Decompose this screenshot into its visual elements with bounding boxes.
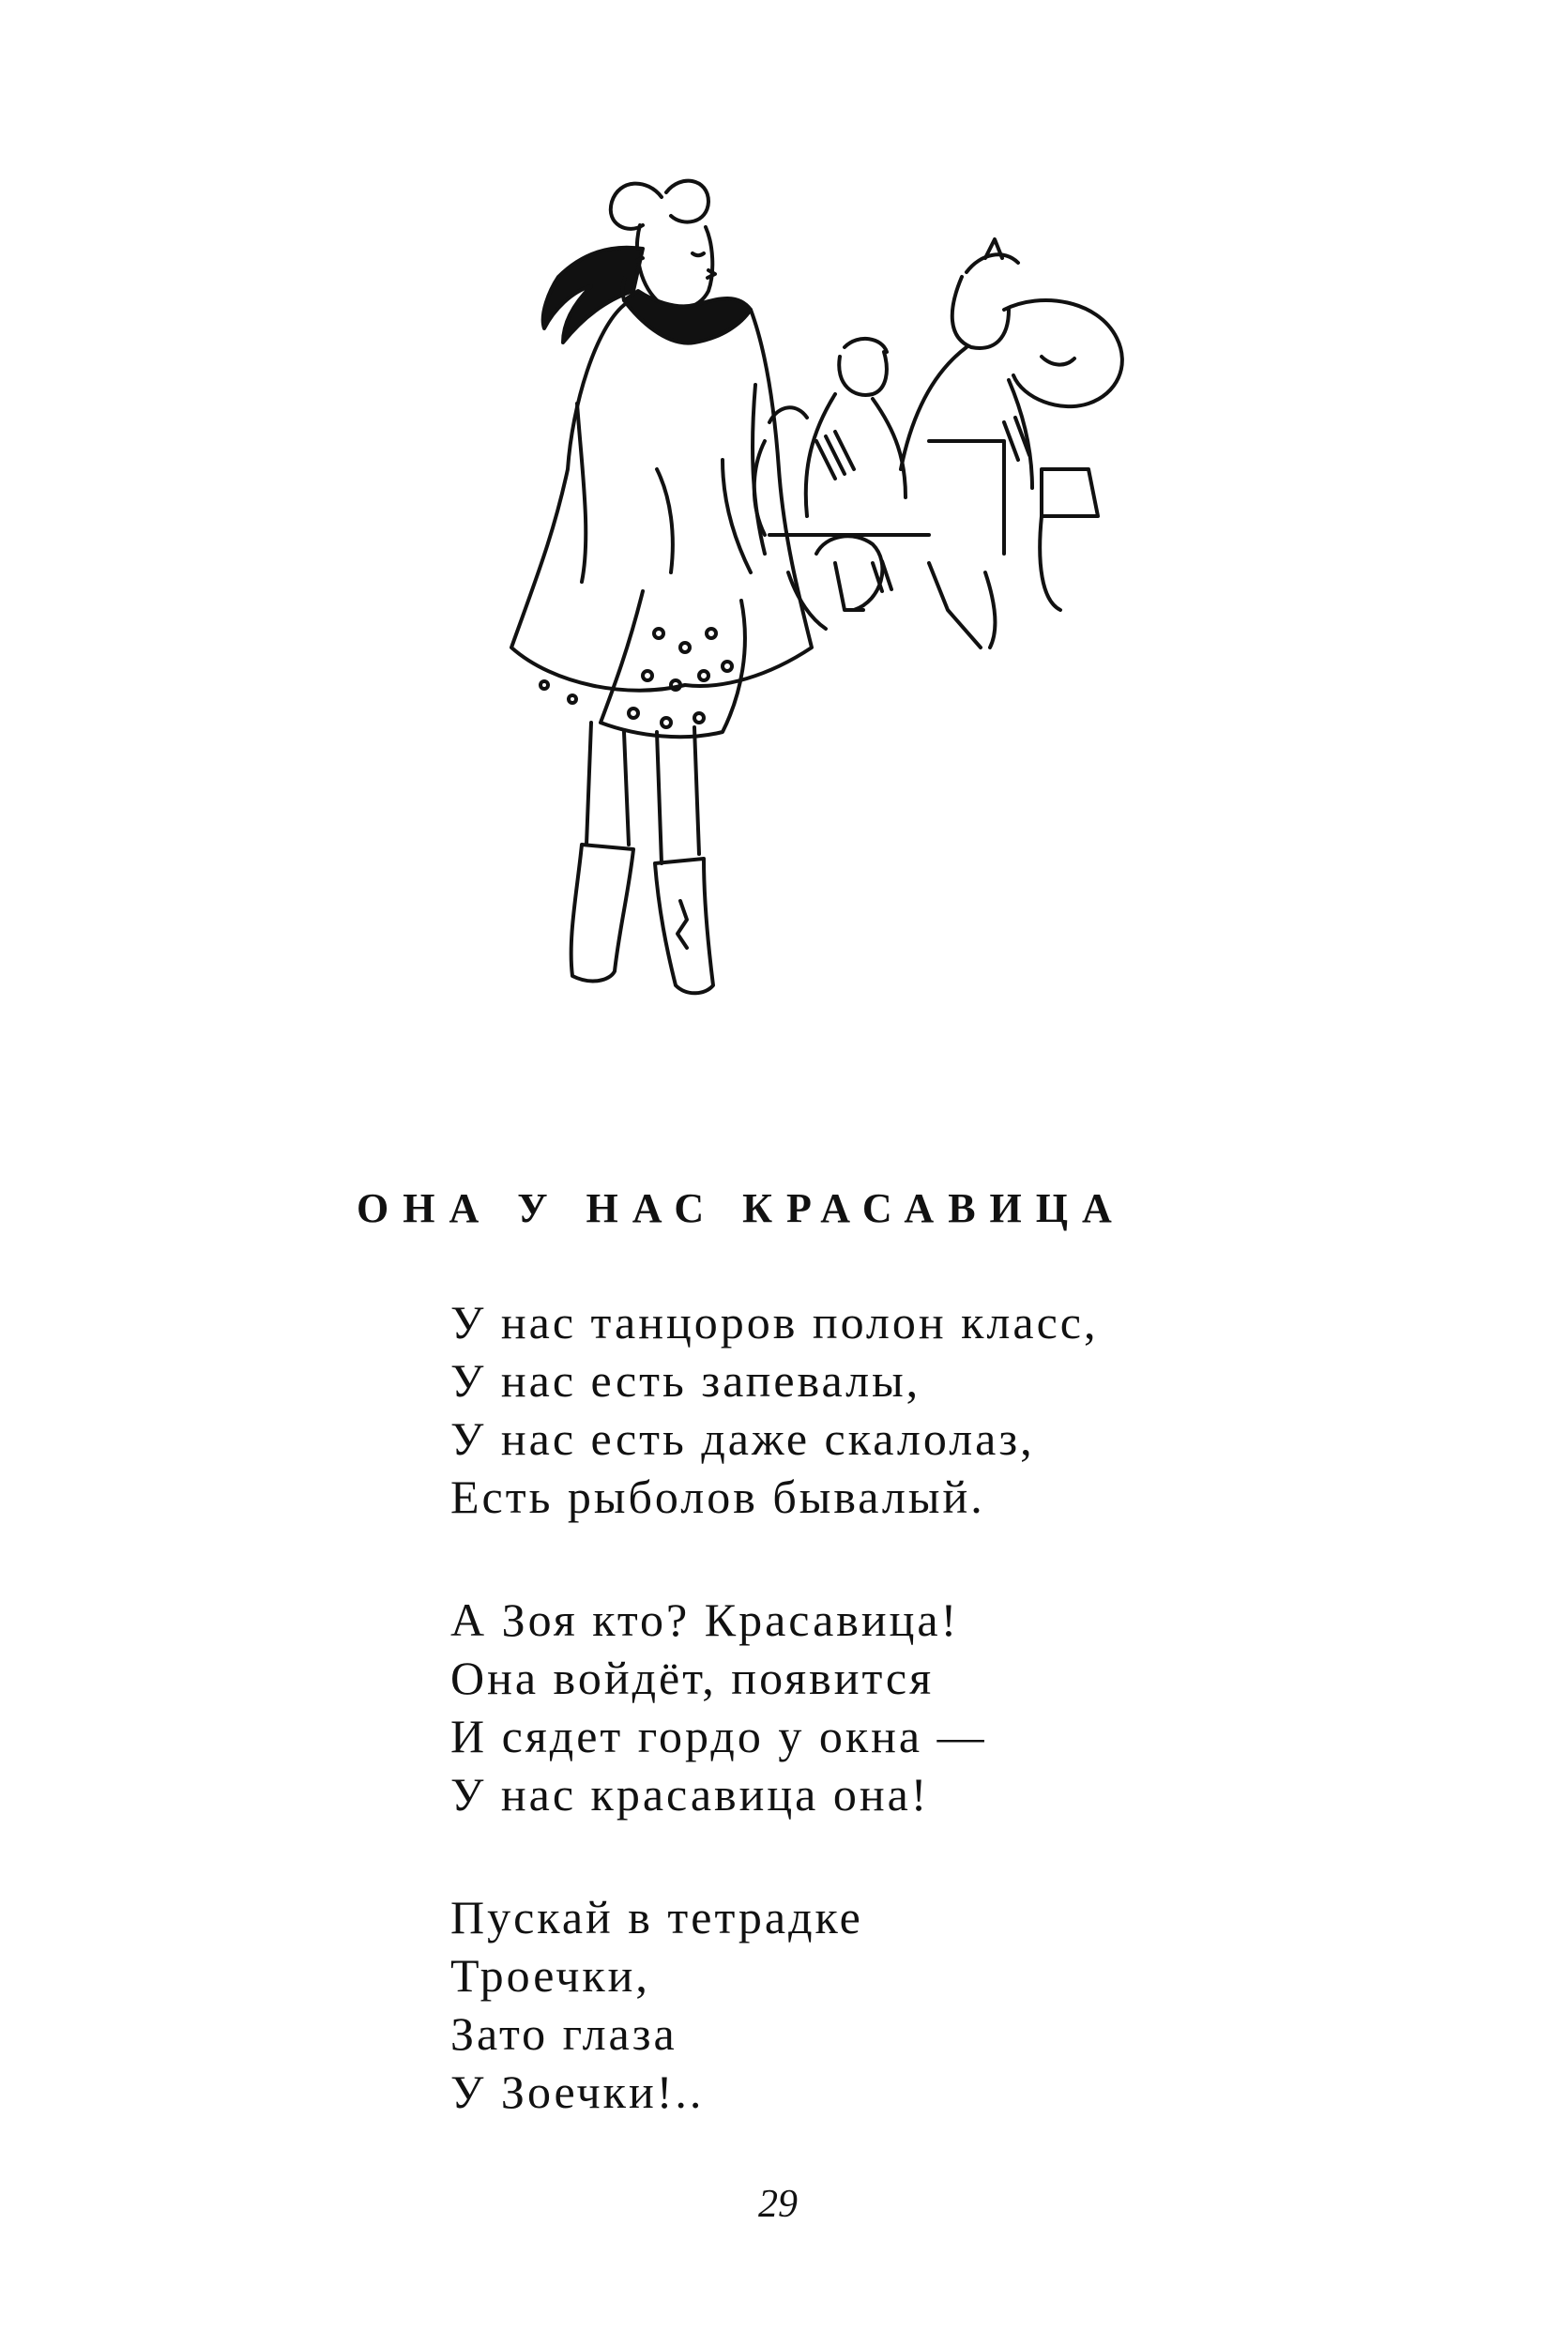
poem-body (450, 1293, 1295, 2186)
poem-line: Зато глаза (450, 2007, 677, 2060)
poem-line: У нас есть даже скалолаз, (450, 1412, 1035, 1465)
poem-line: Она войдёт, появится (450, 1652, 935, 1704)
stanza-3 (450, 1888, 1295, 2121)
poem-line: А Зоя кто? Красавица! (450, 1593, 960, 1646)
poem-line: У нас красавица она! (450, 1768, 930, 1821)
poem-line: У Зоечки!.. (450, 2065, 705, 2118)
poem-line: Есть рыболов бывалый. (450, 1471, 985, 1523)
poem-line: У нас танцоров полон класс, (450, 1296, 1099, 1349)
sketch-drawing-icon (441, 160, 1210, 1079)
poem-line: Пускай в тетрадке (450, 1891, 863, 1943)
stanza-1 (450, 1293, 1295, 1526)
poem-line: Троечки, (450, 1949, 650, 2002)
poem-line: У нас есть запевалы, (450, 1354, 921, 1407)
stanza-2 (450, 1591, 1295, 1823)
illustration-girl-with-classmates (441, 160, 1210, 1079)
poem-line: И сядет гордо у окна — (450, 1710, 987, 1762)
page-number: 29 (758, 2183, 798, 2226)
poem-title: ОНА У НАС КРАСАВИЦА (357, 1185, 1126, 1231)
